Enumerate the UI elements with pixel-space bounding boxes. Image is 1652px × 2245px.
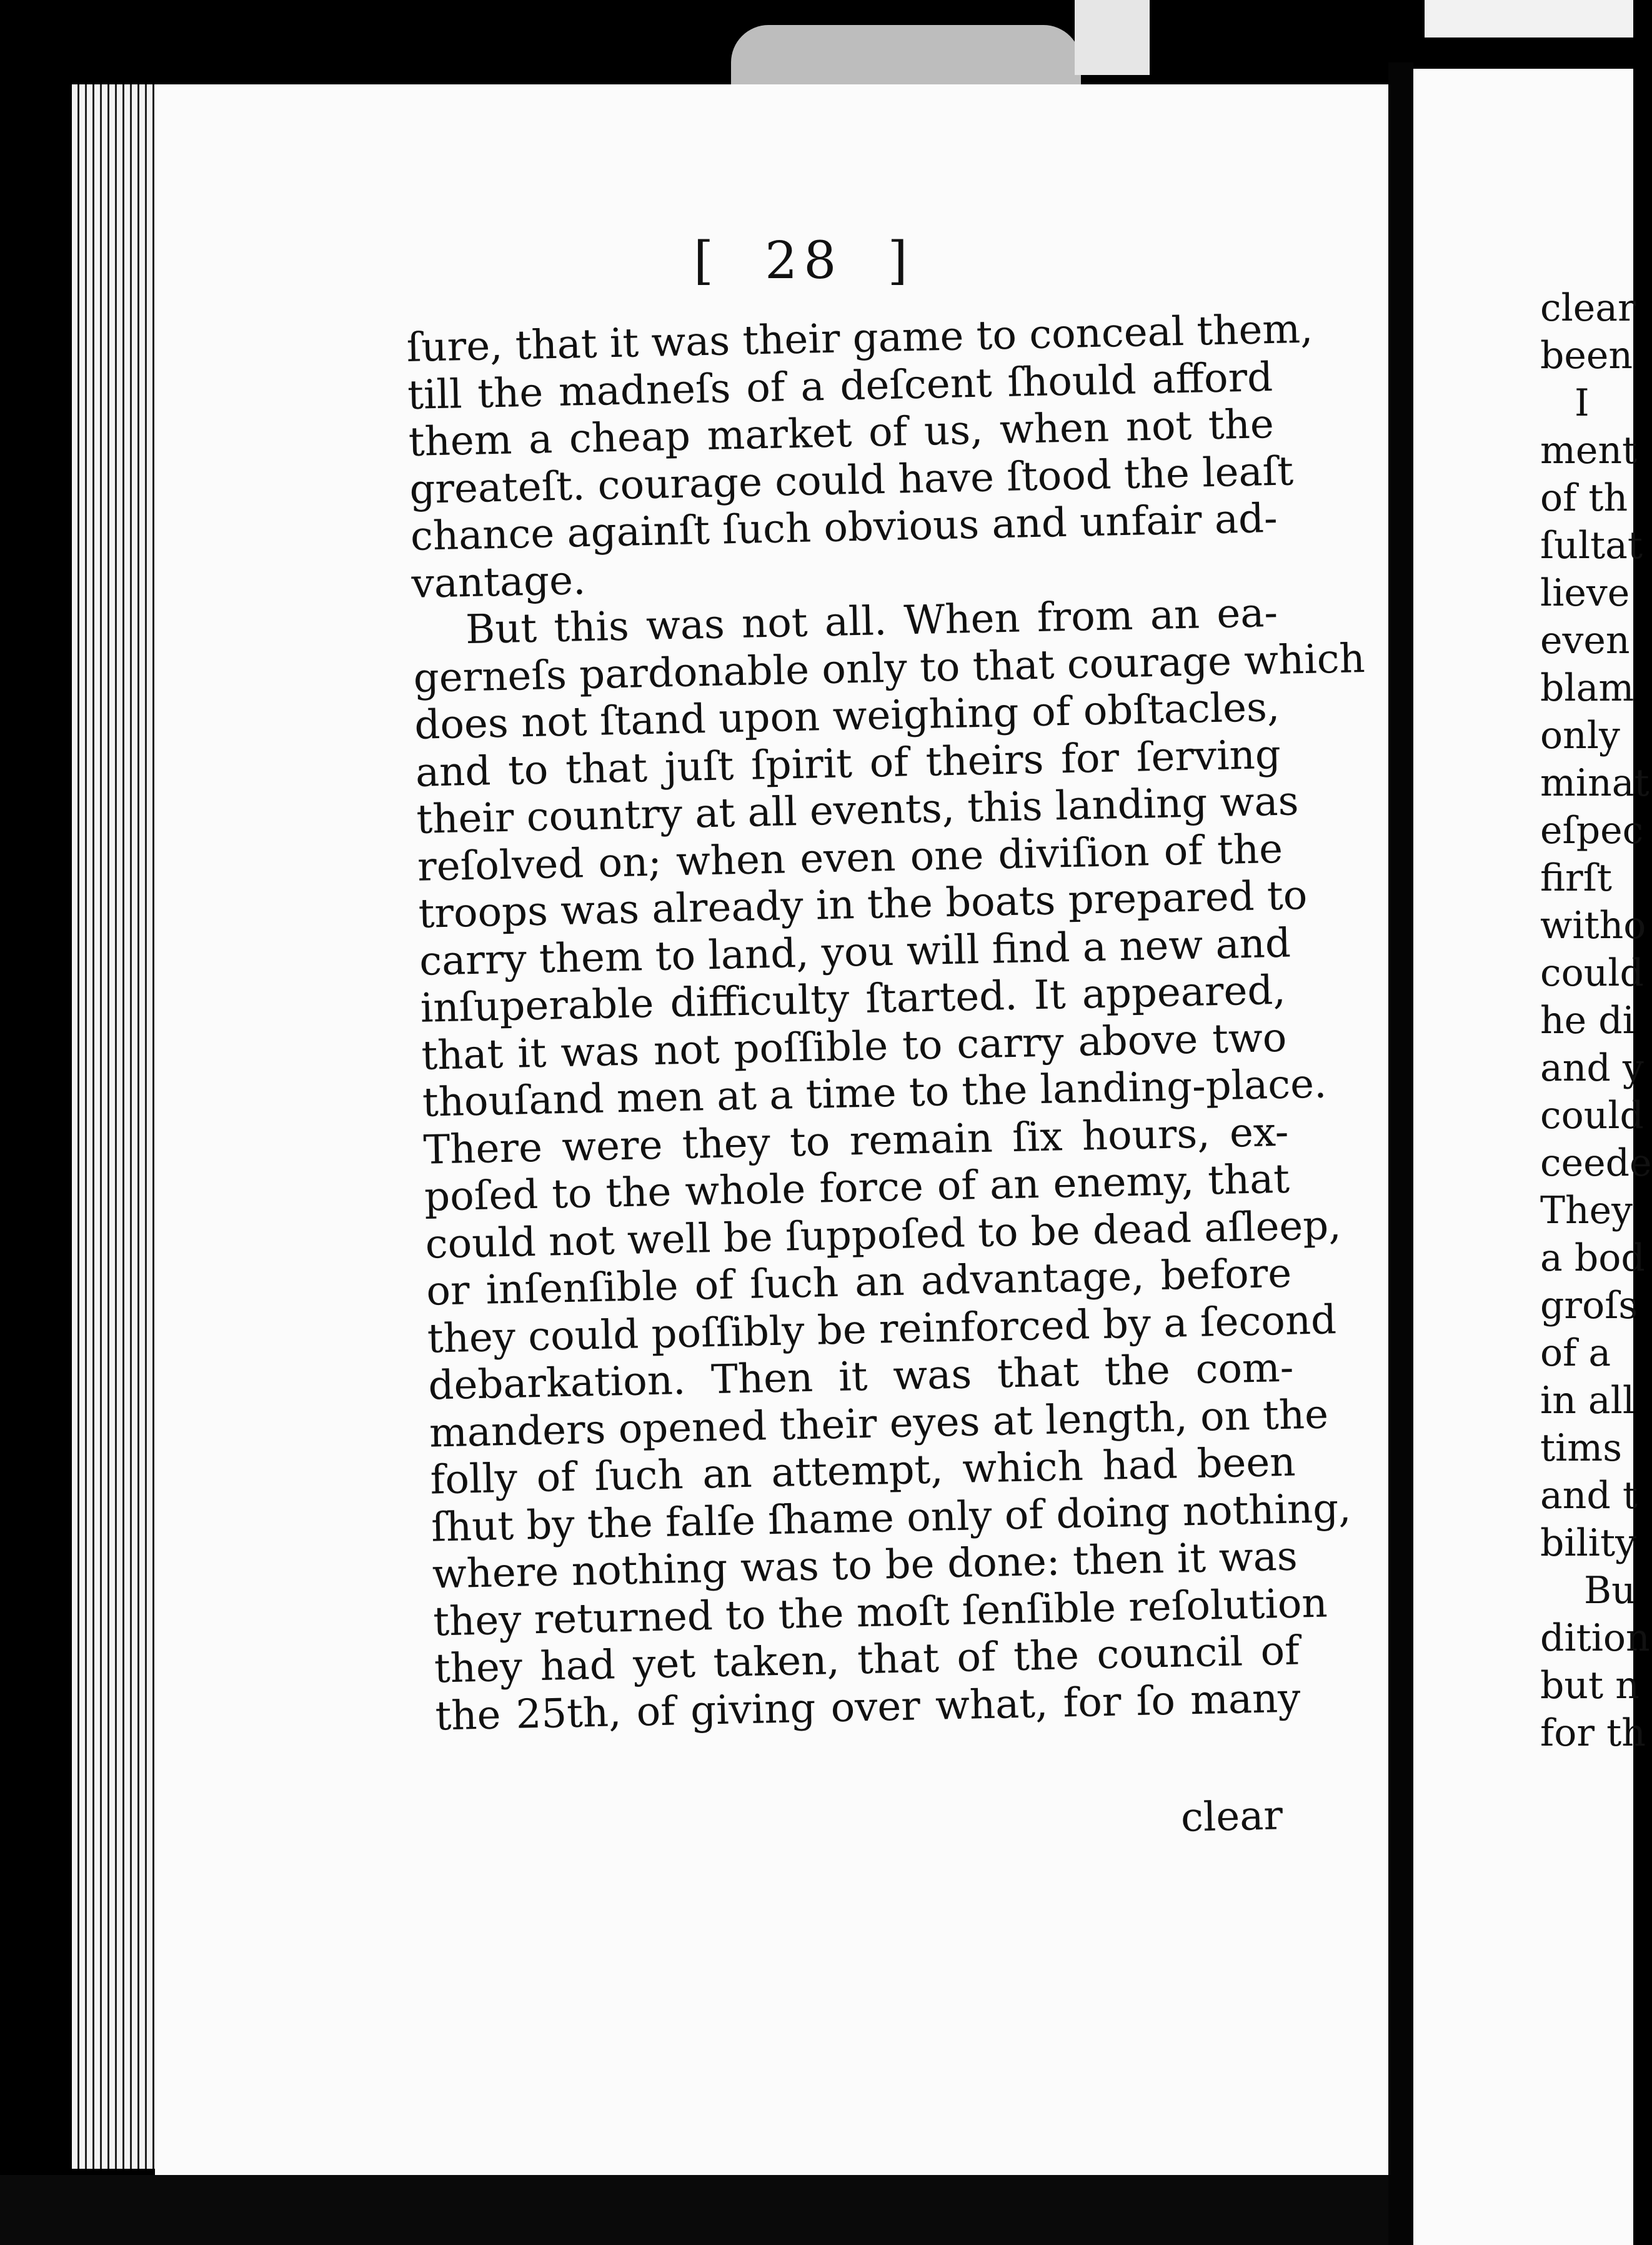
right-text-line: and y (1540, 1046, 1644, 1090)
text-line: or inſenſible of ſuch an advantage, before (425, 1250, 1292, 1315)
right-text-line: clear (1540, 286, 1636, 330)
right-text-line: could (1540, 951, 1644, 995)
right-text-line: only (1540, 714, 1620, 758)
text-line: them a cheap market of us, when not the (408, 401, 1275, 466)
right-text-line: witho (1540, 904, 1646, 948)
body-text (406, 306, 1366, 1741)
right-text-line: tims (1540, 1426, 1622, 1470)
text-line: But this was not all. When from an ea- (465, 589, 1278, 654)
right-text-line: lieve (1540, 571, 1630, 615)
text-line: and to that juſt ſpirit of theirs for ſerving (415, 731, 1281, 796)
text-line: debarkation. Then it was that the com- (427, 1344, 1295, 1409)
text-line: chance againſt ſuch obvious and unfair ad- (410, 495, 1278, 560)
right-text-line: a bod (1540, 1236, 1645, 1280)
book-gutter (1388, 62, 1413, 2245)
right-text-line: dition (1540, 1616, 1650, 1660)
right-text-line: firſt (1540, 856, 1613, 900)
text-line: vantage. (411, 557, 586, 608)
right-text-line: of th (1540, 476, 1628, 520)
right-text-line: in all (1540, 1379, 1635, 1422)
right-text-line: for th (1540, 1711, 1646, 1755)
text-line: they could poſſibly be reinforced by a ſecond (427, 1296, 1337, 1362)
right-text-line: could (1540, 1094, 1644, 1138)
right-text-line: ceede (1540, 1141, 1652, 1185)
text-line: that it was not poſſible to carry above two (420, 1014, 1287, 1079)
text-line: could not well be ſuppoſed to be dead aſleep, (425, 1202, 1342, 1268)
text-line: till the madneſs of a deſcent ſhould afford (407, 354, 1273, 419)
text-line: troops was already in the boats prepared to (417, 872, 1308, 938)
text-line: gerneſs pardonable only to that courage which (413, 635, 1366, 702)
right-page-text (1540, 284, 1652, 1757)
right-text-line: blam (1540, 666, 1635, 710)
text-line: manders opened their eyes at length, on the (429, 1391, 1329, 1457)
right-text-line: minat (1540, 761, 1650, 805)
right-text-line: even (1540, 619, 1630, 662)
right-text-line: been (1540, 334, 1633, 378)
top-paper-strip (1075, 0, 1150, 75)
catchword: clear (1180, 1792, 1283, 1841)
right-text-line: They (1540, 1189, 1633, 1232)
next-leaf-tab (731, 25, 1081, 94)
text-line: greateſt. courage could have ſtood the leaſt (409, 448, 1294, 513)
text-line: where nothing was to be done: then it was (432, 1533, 1298, 1598)
text-line: poſed to the whole force of an enemy, that (424, 1156, 1290, 1221)
text-line: thouſand men at a time to the landing-place. (422, 1061, 1328, 1126)
text-line: reſolved on; when even one diviſion of the (417, 826, 1283, 891)
right-text-line: bility (1540, 1521, 1636, 1565)
right-text-line: of a (1540, 1331, 1611, 1375)
text-line: they had yet taken, that of the council of (434, 1628, 1300, 1692)
right-text-line: eſpec (1540, 809, 1644, 852)
page-number-header: [ 28 ] (694, 231, 914, 291)
right-text-line: ment (1540, 429, 1638, 472)
text-line: the 25th, of giving over what, for ſo many (434, 1675, 1301, 1740)
text-line: folly of ſuch an attempt, which had been (429, 1439, 1296, 1504)
right-text-line: groſs (1540, 1284, 1638, 1328)
text-line: inſuperable difficulty ſtarted. It appeared, (420, 967, 1286, 1032)
right-text-line: but n (1540, 1664, 1640, 1708)
top-paper-strip (1425, 0, 1633, 38)
text-line: they returned to the moſt ſenſible reſolution (432, 1580, 1328, 1646)
text-line: their country at all events, this landing was (415, 778, 1300, 843)
text-line: ſure, that it was their game to conceal them, (406, 306, 1314, 371)
stacked-page-edges (72, 84, 159, 2169)
right-text-line: ſultat (1540, 524, 1643, 568)
right-text-line: Bu (1584, 1569, 1636, 1612)
text-line: does not ſtand upon weighing of obſtacles, (414, 684, 1280, 749)
right-text-line: he di (1540, 999, 1635, 1042)
text-line: ſhut by the falſe ſhame only of doing nothing, (430, 1485, 1352, 1551)
right-text-line: and t (1540, 1474, 1638, 1518)
bottom-shadow (0, 2175, 1388, 2245)
text-line: carry them to land, you will find a new and (419, 920, 1291, 985)
text-line: There were they to remain ſix hours, ex- (422, 1109, 1290, 1174)
right-text-line: I (1575, 381, 1590, 425)
